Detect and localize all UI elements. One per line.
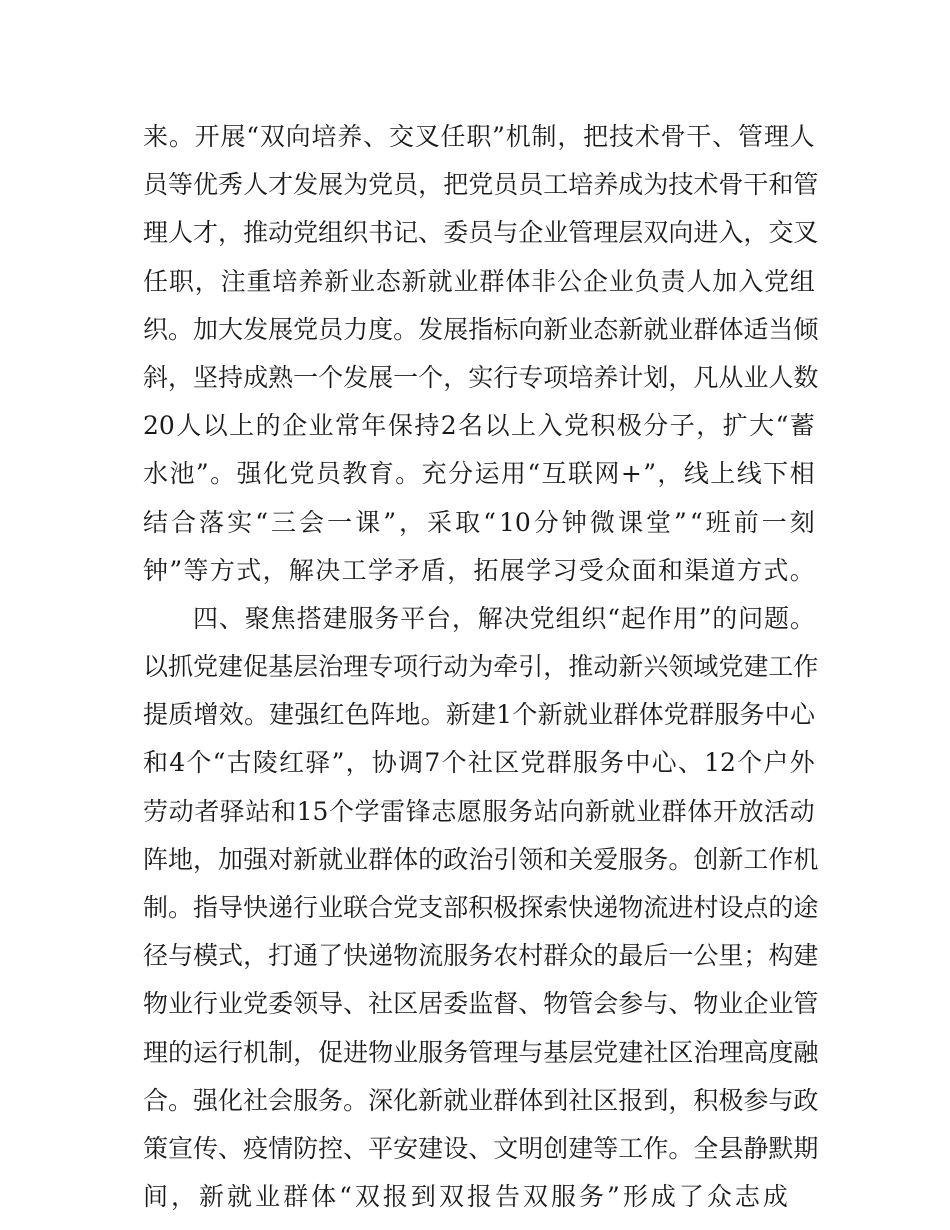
text-line: 水 池 ” 。 强 化 党 员 教 育 。 充 分 运 用 “ 互 联 网 + ” ， 线 上 线 下 相 — [143, 459, 815, 489]
text-line: 和 4 个 “ 古 陵 红 驿 ” ， 协 调 7 个 社 区 党 群 服 务 中 心 、 12 个 户 外 — [143, 748, 815, 778]
text-line: 劳 动 者 驿 站 和 15 个 学 雷 锋 志 愿 服 务 站 向 新 就 业 群 体 开 放 活 动 — [143, 796, 815, 826]
text-line: 合 。 强 化 社 会 服 务 。 深 化 新 就 业 群 体 到 社 区 报 到 ， 积 极 参 与 政 — [143, 1085, 819, 1115]
text-line: 策 宣 传 、 疫 情 防 控 、 平 安 建 设 、 文 明 创 建 等 工 作 。 全 县 静 默 期 — [143, 1133, 819, 1163]
text-line: 钟 ” 等 方 式 ， 解 决 工 学 矛 盾 ， 拓 展 学 习 受 众 面 和 渠 道 方 式 。 — [143, 555, 815, 585]
text-line: 以 抓 党 建 促 基 层 治 理 专 项 行 动 为 牵 引 ， 推 动 新 兴 领 域 党 建 工 作 — [143, 652, 819, 682]
text-line: 径 与 模 式 ， 打 通 了 快 递 物 流 服 务 农 村 群 众 的 最 后 一 公 里 ； 构 建 — [143, 941, 819, 971]
document-body — [143, 113, 819, 1221]
text-line: 员 等 优 秀 人 才 发 展 为 党 员 ， 把 党 员 员 工 培 养 成 为 技 术 骨 干 和 管 — [143, 170, 819, 200]
text-line: 任 职 ， 注 重 培 养 新 业 态 新 就 业 群 体 非 公 企 业 负 责 人 加 入 党 组 — [143, 266, 815, 296]
text-line: 阵 地 ， 加 强 对 新 就 业 群 体 的 政 治 引 领 和 关 爱 服 务 。 创 新 工 作 机 — [143, 844, 819, 874]
text-line: 物 业 行 业 党 委 领 导 、 社 区 居 委 监 督 、 物 管 会 参 与 、 物 业 企 业 管 — [143, 989, 819, 1019]
text-line: 织 。 加 大 发 展 党 员 力 度 。 发 展 指 标 向 新 业 态 新 就 业 群 体 适 当 倾 — [143, 314, 819, 344]
text-line: 制 。 指 导 快 递 行 业 联 合 党 支 部 积 极 探 索 快 递 物 流 进 村 设 点 的 途 — [143, 893, 819, 922]
text-line: 理 的 运 行 机 制 ， 促 进 物 业 服 务 管 理 与 基 层 党 建 社 区 治 理 高 度 融 — [143, 1037, 819, 1067]
text-line: 提 质 增 效 。 建 强 红 色 阵 地 。 新 建 1 个 新 就 业 群 体 党 群 服 务 中 心 — [143, 700, 815, 730]
text-line: 理 人 才 ， 推 动 党 组 织 书 记 、 委 员 与 企 业 管 理 层 双 向 进 入 ， 交 叉 — [143, 218, 819, 248]
section-heading-line: 四 、 聚 焦 搭 建 服 务 平 台 ， 解 决 党 组 织 “ 起 作 用 ” 的 问 题 。 — [193, 603, 815, 633]
text-line: 结 合 落 实 “ 三 会 一 课 ” ， 采 取 “ 10 分 钟 微 课 堂 ” “ 班 前 一 刻 — [143, 507, 815, 537]
text-line: 间 ， 新 就 业 群 体 “ 双 报 到 双 报 告 双 服 务 ” 形 成 了 众 志 成 — [143, 1182, 788, 1212]
text-line: 来 。 开 展 “ 双 向 培 养 、 交 叉 任 职 ” 机 制 ， 把 技 术 骨 干 、 管 理 人 — [143, 122, 815, 151]
text-line: 斜 ， 坚 持 成 熟 一 个 发 展 一 个 ， 实 行 专 项 培 养 计 划 ， 凡 从 业 人 数 — [143, 362, 819, 392]
text-line: 20 人 以 上 的 企 业 常 年 保 持 2 名 以 上 入 党 积 极 分 子 ， 扩 大 “ 蓄 — [143, 411, 815, 441]
